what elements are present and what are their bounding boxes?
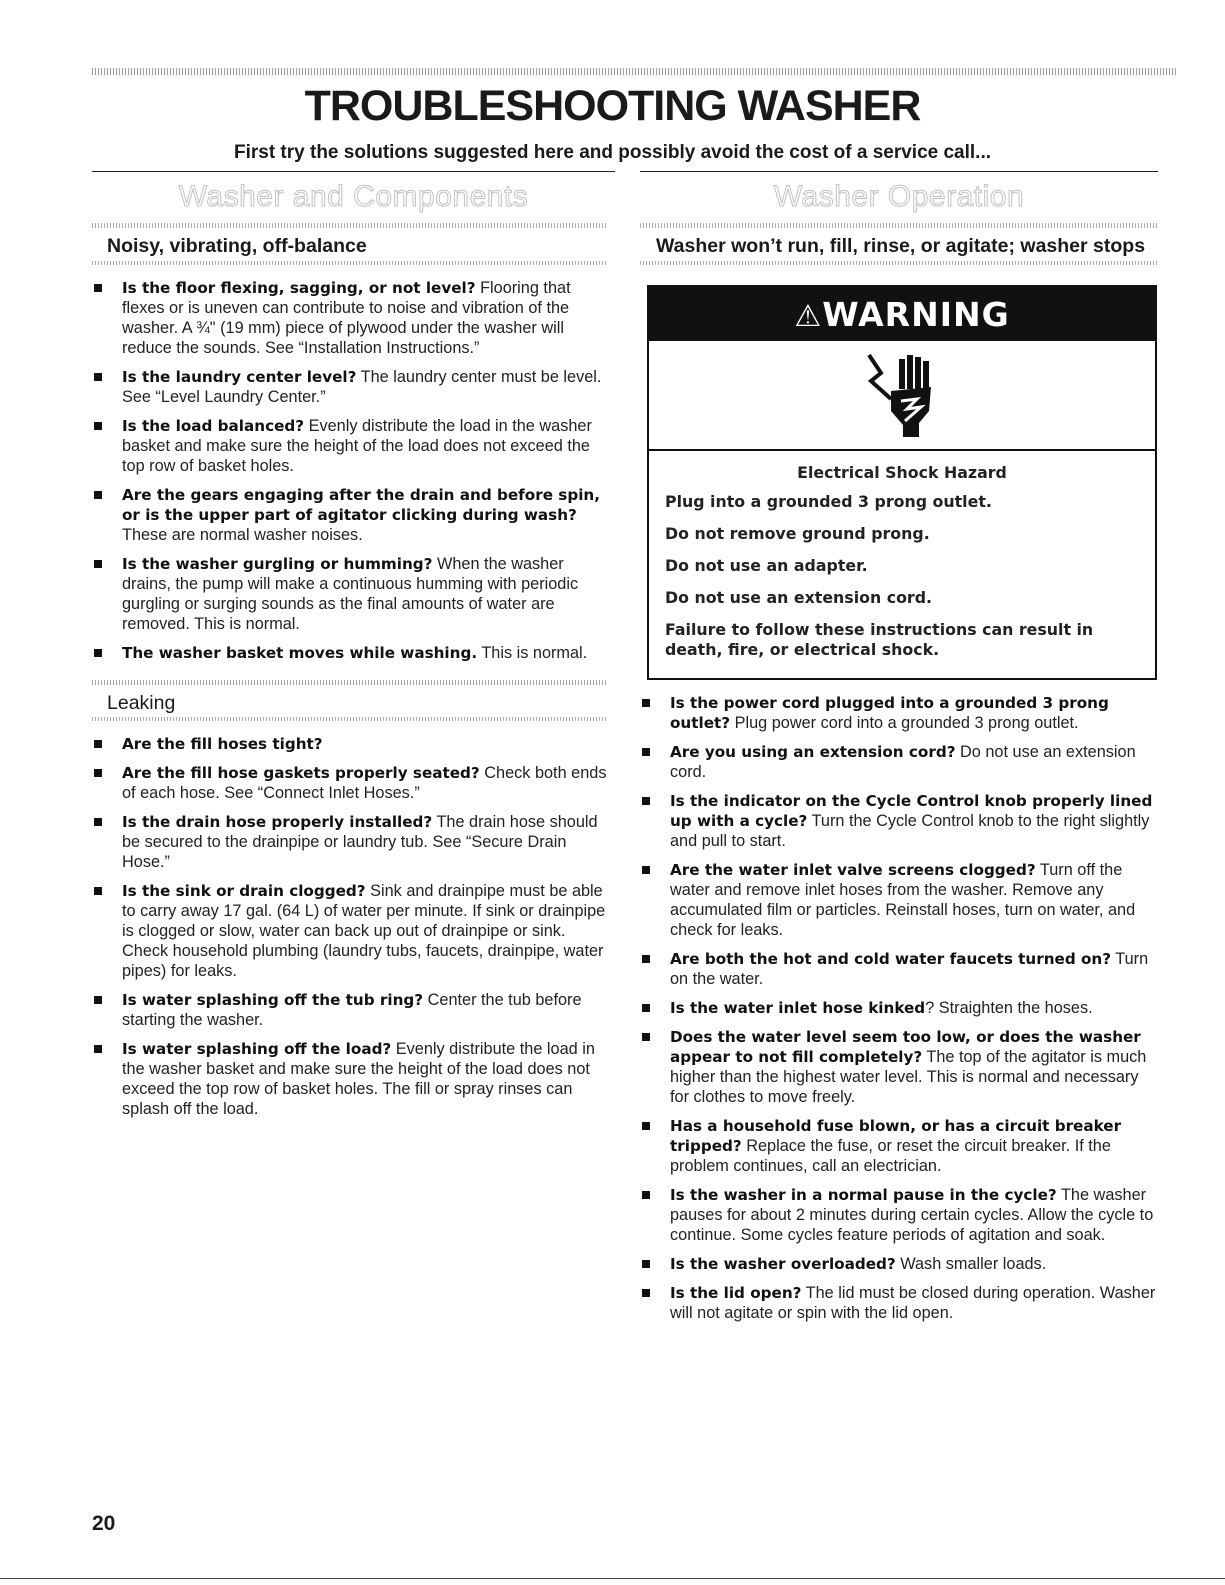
answer-text: Sink and drainpipe must be able to carry away 17 gal. (64 L) of water per minute. If sink or drainpipe is clogged or slow, water can back up out of drainpipe or sink. Check household plumbing (laundry tubs, faucets, drainpipe, water pipes) for leaks.	[122, 882, 606, 980]
right-divider	[640, 171, 1158, 172]
bullet-icon	[94, 649, 102, 657]
bullet-icon	[642, 1122, 650, 1130]
page-title: TROUBLESHOOTING WASHER	[304, 82, 921, 130]
bullet-icon	[642, 1033, 650, 1041]
list-item	[92, 881, 607, 981]
bullet-icon	[642, 748, 650, 756]
list-item	[640, 742, 1160, 782]
answer-text: Turn off the water and remove inlet hoses from the washer. Remove any accumulated film or particles. Reinstall hoses, turn on water, and check for leaks.	[670, 861, 1136, 939]
bullet-icon	[642, 1191, 650, 1199]
section-hatch	[92, 223, 607, 228]
list-item	[640, 998, 1160, 1018]
question-text: Are you using an extension cord?	[670, 743, 956, 761]
bullet-icon	[642, 1260, 650, 1268]
answer-text: These are normal washer noises.	[122, 526, 363, 544]
warning-icon-panel	[649, 341, 1155, 451]
warning-line: Do not remove ground prong.	[665, 524, 930, 543]
question-text: Is the sink or drain clogged?	[122, 882, 366, 900]
question-text: Is the power cord plugged into a grounded 3 prong outlet?	[670, 694, 1109, 732]
answer-text: This is normal.	[477, 644, 588, 662]
list-item	[640, 791, 1160, 851]
warning-line: Do not use an adapter.	[665, 556, 868, 575]
list-item	[640, 860, 1160, 940]
answer-text: When the washer drains, the pump will make a continuous humming with periodic gurgling or surging sounds as the final amounts of water are removed. This is normal.	[122, 555, 579, 633]
question-text: Are both the hot and cold water faucets turned on?	[670, 950, 1112, 968]
list-item	[92, 278, 607, 358]
question-text: Are the fill hose gaskets properly seated?	[122, 764, 480, 782]
answer-text: Do not use an extension cord.	[670, 743, 1136, 781]
electrical-shock-icon	[861, 351, 941, 441]
list-item	[640, 949, 1160, 989]
bullet-icon	[94, 996, 102, 1004]
list-item	[640, 1116, 1160, 1176]
answer-text: Plug power cord into a grounded 3 prong outlet.	[730, 714, 1079, 732]
bullet-icon	[94, 422, 102, 430]
bullet-icon	[94, 373, 102, 381]
answer-text: Turn on the water.	[670, 950, 1149, 988]
left-divider	[92, 171, 615, 172]
list-item	[640, 1283, 1160, 1323]
answer-text: Evenly distribute the load in the washer basket and make sure the height of the load does not exceed the top row of basket holes.	[122, 417, 592, 475]
answer-text: Wash smaller loads.	[895, 1255, 1047, 1273]
bullet-icon	[642, 955, 650, 963]
question-text: Has a household fuse blown, or has a circuit breaker tripped?	[670, 1117, 1122, 1155]
question-text: Is the laundry center level?	[122, 368, 357, 386]
list-item	[92, 990, 607, 1030]
question-text: Is water splashing off the tub ring?	[122, 991, 424, 1009]
list-item	[92, 734, 607, 754]
subhead-hatch-right	[640, 261, 1158, 265]
washer-operation-list	[640, 693, 1160, 1332]
list-item	[92, 554, 607, 634]
list-item	[92, 485, 607, 545]
answer-text: The top of the agitator is much higher than the highest water level. This is normal and necessary for clothes to move freely.	[670, 1048, 1147, 1106]
question-text: Are the gears engaging after the drain and before spin, or is the upper part of agitator clicking during wash?	[122, 486, 600, 524]
leaking-hatch-top	[92, 680, 607, 685]
list-item	[640, 1254, 1160, 1274]
warning-label: WARNING	[822, 295, 1010, 334]
question-text: Is the lid open?	[670, 1284, 802, 1302]
list-item	[92, 812, 607, 872]
noisy-list	[92, 278, 607, 672]
warning-line: Failure to follow these instructions can result in death, fire, or electrical shock.	[665, 620, 1094, 659]
answer-text: ? Straighten the hoses.	[925, 999, 1093, 1017]
bullet-icon	[642, 699, 650, 707]
answer-text: The washer pauses for about 2 minutes during certain cycles. Allow the cycle to continue. Some cycles feature periods of agitation and soak.	[670, 1186, 1154, 1244]
question-text: Is the load balanced?	[122, 417, 305, 435]
bullet-icon	[94, 1045, 102, 1053]
answer-text: Center the tub before starting the washer.	[122, 991, 582, 1029]
list-item	[92, 416, 607, 476]
bullet-icon	[642, 1289, 650, 1297]
warning-triangle-icon: ⚠	[794, 299, 823, 334]
question-text: Is water splashing off the load?	[122, 1040, 392, 1058]
leaking-heading: Leaking	[107, 692, 176, 714]
answer-text: Evenly distribute the load in the washer basket and make sure the height of the load does not exceed the top row of basket holes. The fill or spray rinses can splash off the load.	[122, 1040, 595, 1118]
bullet-icon	[94, 284, 102, 292]
list-item	[92, 763, 607, 803]
leaking-hatch-bottom	[92, 717, 607, 721]
question-text: Is the washer in a normal pause in the cycle?	[670, 1186, 1057, 1204]
list-item	[92, 1039, 607, 1119]
top-hatch-band	[92, 68, 1178, 75]
bullet-icon	[94, 491, 102, 499]
list-item	[92, 643, 607, 663]
section-title-operation: Washer Operation	[773, 180, 1025, 213]
list-item	[640, 1185, 1160, 1245]
question-text: Is the floor flexing, sagging, or not level?	[122, 279, 476, 297]
page-number: 20	[92, 1512, 116, 1535]
bullet-icon	[94, 769, 102, 777]
section-title-components: Washer and Components	[178, 180, 529, 213]
answer-text: The lid must be closed during operation. Washer will not agitate or spin with the lid open.	[670, 1284, 1156, 1322]
subhead-hatch	[92, 261, 607, 265]
bullet-icon	[642, 866, 650, 874]
question-text: Are the water inlet valve screens clogged?	[670, 861, 1036, 879]
question-text: Does the water level seem too low, or does the washer appear to not fill completely?	[670, 1028, 1141, 1066]
list-item	[640, 693, 1160, 733]
list-item	[92, 367, 607, 407]
page-subtitle: First try the solutions suggested here and possibly avoid the cost of a service call...	[233, 142, 992, 163]
wont-run-heading: Washer won’t run, fill, rinse, or agitate; washer stops	[656, 235, 1146, 257]
answer-text: Turn the Cycle Control knob to the right slightly and pull to start.	[670, 812, 1150, 850]
leaking-list	[92, 734, 607, 1128]
question-text: The washer basket moves while washing.	[122, 644, 478, 662]
warning-line: Plug into a grounded 3 prong outlet.	[665, 492, 992, 511]
bullet-icon	[94, 818, 102, 826]
warning-text	[649, 453, 1155, 672]
bullet-icon	[642, 797, 650, 805]
bullet-icon	[94, 740, 102, 748]
list-item	[640, 1027, 1160, 1107]
bullet-icon	[642, 1004, 650, 1012]
question-text: Is the drain hose properly installed?	[122, 813, 433, 831]
question-text: Is the indicator on the Cycle Control knob properly lined up with a cycle?	[670, 792, 1153, 830]
warning-line: Do not use an extension cord.	[665, 588, 933, 607]
hazard-title: Electrical Shock Hazard	[797, 463, 1007, 482]
warning-banner	[649, 287, 1155, 341]
question-text: Is the washer overloaded?	[670, 1255, 896, 1273]
answer-text: Check both ends of each hose. See “Connect Inlet Hoses.”	[122, 764, 607, 802]
question-text: Is the washer gurgling or humming?	[122, 555, 433, 573]
answer-text: The drain hose should be secured to the drainpipe or laundry tub. See “Secure Drain Hose.”	[122, 813, 598, 871]
warning-box	[647, 285, 1157, 680]
answer-text: Replace the fuse, or reset the circuit breaker. If the problem continues, call an electrician.	[670, 1137, 1111, 1175]
bottom-rule	[0, 1578, 1225, 1579]
section-hatch-right	[640, 223, 1158, 228]
question-text: Are the fill hoses tight?	[122, 735, 323, 753]
bullet-icon	[94, 887, 102, 895]
question-text: Is the water inlet hose kinked	[670, 999, 926, 1017]
answer-text: Flooring that flexes or is uneven can contribute to noise and vibration of the washer. A ¾" (19 mm) piece of plywood under the washer will reduce the sounds. See “Installation Instructions.”	[122, 279, 571, 357]
noisy-heading: Noisy, vibrating, off-balance	[107, 235, 367, 257]
answer-text: The laundry center must be level. See “Level Laundry Center.”	[122, 368, 602, 406]
bullet-icon	[94, 560, 102, 568]
